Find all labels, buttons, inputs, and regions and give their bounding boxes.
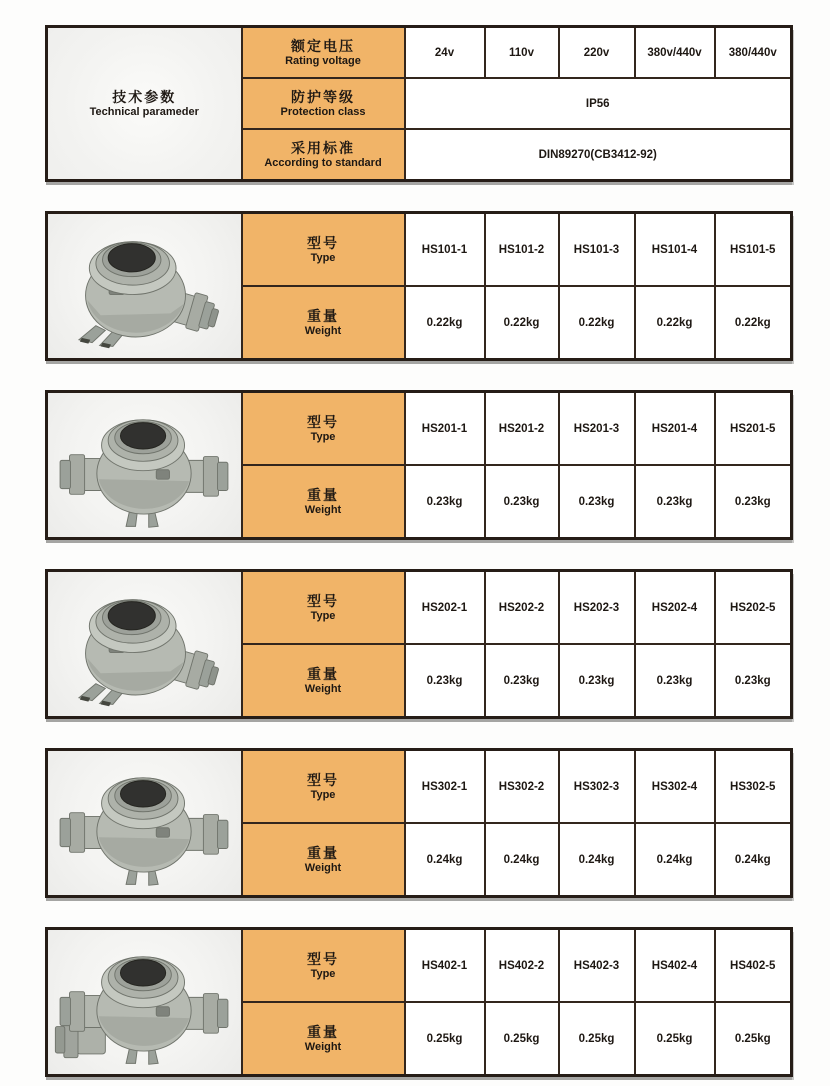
- type-value: HS202-3: [559, 571, 635, 645]
- product-photo-hs101: [47, 213, 242, 360]
- type-label-en: Type: [310, 967, 336, 980]
- voltage-value: 380v/440v: [635, 27, 715, 79]
- product-photo-hs202: [47, 571, 242, 718]
- type-label-zh: 型号: [307, 413, 339, 430]
- weight-value: 0.23kg: [405, 644, 485, 718]
- standard-label-zh: 采用标准: [291, 139, 355, 156]
- weight-value: 0.22kg: [559, 286, 635, 360]
- weight-label-en: Weight: [304, 503, 342, 516]
- type-label-cell: [242, 213, 405, 287]
- type-value: HS201-2: [485, 392, 559, 466]
- weight-label-en: Weight: [304, 682, 342, 695]
- type-label-cell: [242, 571, 405, 645]
- weight-value: 0.23kg: [559, 644, 635, 718]
- weight-value: 0.22kg: [715, 286, 792, 360]
- type-value: HS402-3: [559, 929, 635, 1003]
- weight-label-zh: 重量: [307, 844, 339, 861]
- product-table-hs202: [45, 569, 793, 719]
- type-value: HS302-3: [559, 750, 635, 824]
- weight-value: 0.25kg: [559, 1002, 635, 1076]
- voltage-value: 220v: [559, 27, 635, 79]
- weight-label-cell: [242, 465, 405, 539]
- weight-value: 0.23kg: [559, 465, 635, 539]
- product-photo-hs302: [47, 750, 242, 897]
- weight-value: 0.23kg: [405, 465, 485, 539]
- tech-param-label-zh: 技术参数: [112, 88, 177, 105]
- type-value: HS101-4: [635, 213, 715, 287]
- standard-value: DIN89270(CB3412-92): [405, 129, 792, 181]
- rating-voltage-label-cell: [242, 27, 405, 79]
- tech-param-header-cell: [47, 27, 242, 181]
- type-value: HS201-3: [559, 392, 635, 466]
- weight-value: 0.24kg: [635, 823, 715, 897]
- weight-label-en: Weight: [304, 861, 342, 874]
- weight-label-cell: [242, 286, 405, 360]
- product-table-hs101: [45, 211, 793, 361]
- standard-label-en: According to standard: [264, 156, 382, 169]
- type-value: HS101-1: [405, 213, 485, 287]
- type-value: HS201-4: [635, 392, 715, 466]
- weight-label-zh: 重量: [307, 307, 339, 324]
- weight-value: 0.24kg: [559, 823, 635, 897]
- product-photo-hs201: [47, 392, 242, 539]
- standard-label-cell: [242, 129, 405, 181]
- type-value: HS202-4: [635, 571, 715, 645]
- weight-value: 0.25kg: [635, 1002, 715, 1076]
- ip-rating-value: IP56: [405, 78, 792, 129]
- type-label-en: Type: [310, 430, 336, 443]
- type-label-zh: 型号: [307, 771, 339, 788]
- weight-label-zh: 重量: [307, 486, 339, 503]
- voltage-value: 110v: [485, 27, 559, 79]
- weight-label-en: Weight: [304, 324, 342, 337]
- type-label-zh: 型号: [307, 234, 339, 251]
- type-value: HS402-2: [485, 929, 559, 1003]
- weight-value: 0.23kg: [485, 465, 559, 539]
- type-label-zh: 型号: [307, 950, 339, 967]
- type-label-en: Type: [310, 788, 336, 801]
- junction-box-illustration: [53, 937, 235, 1069]
- junction-box-illustration: [53, 579, 235, 711]
- weight-value: 0.23kg: [485, 644, 559, 718]
- type-label-cell: [242, 929, 405, 1003]
- weight-value: 0.22kg: [635, 286, 715, 360]
- weight-value: 0.23kg: [635, 465, 715, 539]
- weight-label-cell: [242, 1002, 405, 1076]
- type-value: HS302-5: [715, 750, 792, 824]
- junction-box-illustration: [53, 758, 235, 890]
- weight-value: 0.23kg: [715, 465, 792, 539]
- weight-value: 0.23kg: [715, 644, 792, 718]
- weight-value: 0.25kg: [405, 1002, 485, 1076]
- type-label-en: Type: [310, 251, 336, 264]
- type-value: HS302-4: [635, 750, 715, 824]
- weight-label-cell: [242, 823, 405, 897]
- weight-value: 0.22kg: [485, 286, 559, 360]
- type-value: HS101-5: [715, 213, 792, 287]
- product-table-hs302: [45, 748, 793, 898]
- weight-label-en: Weight: [304, 1040, 342, 1053]
- product-photo-hs402: [47, 929, 242, 1076]
- type-value: HS201-5: [715, 392, 792, 466]
- type-label-cell: [242, 750, 405, 824]
- tech-param-label-en: Technical parameder: [89, 105, 199, 118]
- type-value: HS101-3: [559, 213, 635, 287]
- weight-value: 0.24kg: [715, 823, 792, 897]
- junction-box-illustration: [53, 400, 235, 532]
- type-label-en: Type: [310, 609, 336, 622]
- product-table-hs402: [45, 927, 793, 1077]
- type-label-zh: 型号: [307, 592, 339, 609]
- type-value: HS302-1: [405, 750, 485, 824]
- type-label-cell: [242, 392, 405, 466]
- technical-parameters-table: [45, 25, 793, 182]
- type-value: HS402-5: [715, 929, 792, 1003]
- type-value: HS302-2: [485, 750, 559, 824]
- protection-class-label-cell: [242, 78, 405, 129]
- product-table-hs201: [45, 390, 793, 540]
- voltage-value: 380/440v: [715, 27, 792, 79]
- weight-value: 0.25kg: [485, 1002, 559, 1076]
- rating-voltage-label-en: Rating voltage: [285, 54, 361, 67]
- weight-label-zh: 重量: [307, 665, 339, 682]
- type-value: HS402-4: [635, 929, 715, 1003]
- rating-voltage-label-zh: 额定电压: [291, 37, 355, 54]
- weight-label-cell: [242, 644, 405, 718]
- weight-value: 0.24kg: [405, 823, 485, 897]
- type-value: HS202-5: [715, 571, 792, 645]
- weight-label-zh: 重量: [307, 1023, 339, 1040]
- weight-value: 0.24kg: [485, 823, 559, 897]
- type-value: HS101-2: [485, 213, 559, 287]
- junction-box-illustration: [53, 221, 235, 353]
- type-value: HS402-1: [405, 929, 485, 1003]
- type-value: HS201-1: [405, 392, 485, 466]
- weight-value: 0.23kg: [635, 644, 715, 718]
- weight-value: 0.22kg: [405, 286, 485, 360]
- protection-class-label-zh: 防护等级: [291, 88, 355, 105]
- voltage-value: 24v: [405, 27, 485, 79]
- protection-class-label-en: Protection class: [280, 105, 366, 118]
- type-value: HS202-1: [405, 571, 485, 645]
- weight-value: 0.25kg: [715, 1002, 792, 1076]
- type-value: HS202-2: [485, 571, 559, 645]
